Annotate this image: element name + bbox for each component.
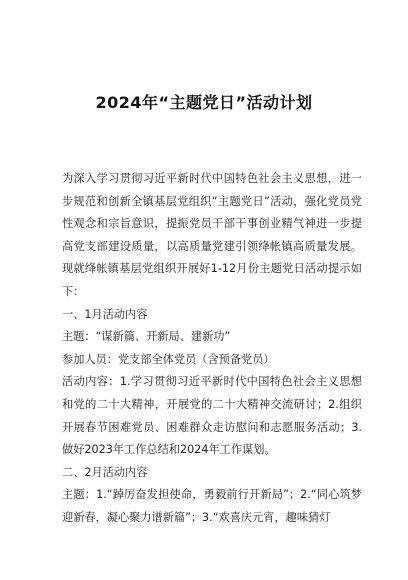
section-2-heading: 二、2月活动内容	[62, 465, 148, 479]
document-title: 2024年“主题党日”活动计划	[95, 93, 313, 112]
section-1-activities: 活动内容：1.学习贯彻习近平新时代中国特色社会主义思想和党的二十大精神，开展党的二十大精神交流研讨；2.组织开展春节困难党员、困难群众走访慰问和志愿服务活动；3.做好2023年工作总结和2024年工作谋划。	[62, 375, 362, 457]
section-1-theme: 主题：“谋新篇、开新局、建新功”	[62, 330, 231, 344]
section-1-participants: 参加人员：党支部全体党员（含预备党员）	[62, 352, 275, 366]
document-body	[62, 168, 362, 530]
section-1-heading: 一、1月活动内容	[62, 307, 148, 321]
intro-paragraph: 为深入学习贯彻习近平新时代中国特色社会主义思想，进一步规范和创新全镇基层党组织“主题党日”活动，强化党员党性观念和宗旨意识，提振党员干部干事创业精气神进一步提高党支部建设质量，以高质量党建引领绛帐镇高质量发展。现就绛帐镇基层党组织开展好1-12月份主题党日活动提示如下：	[62, 172, 362, 298]
section-2-theme: 主题：1.“踔厉奋发担使命，勇毅前行开新局”；2.“同心筑梦迎新春，凝心聚力谱新篇”；3.“欢喜庆元宵，趣味猜灯	[62, 488, 362, 524]
